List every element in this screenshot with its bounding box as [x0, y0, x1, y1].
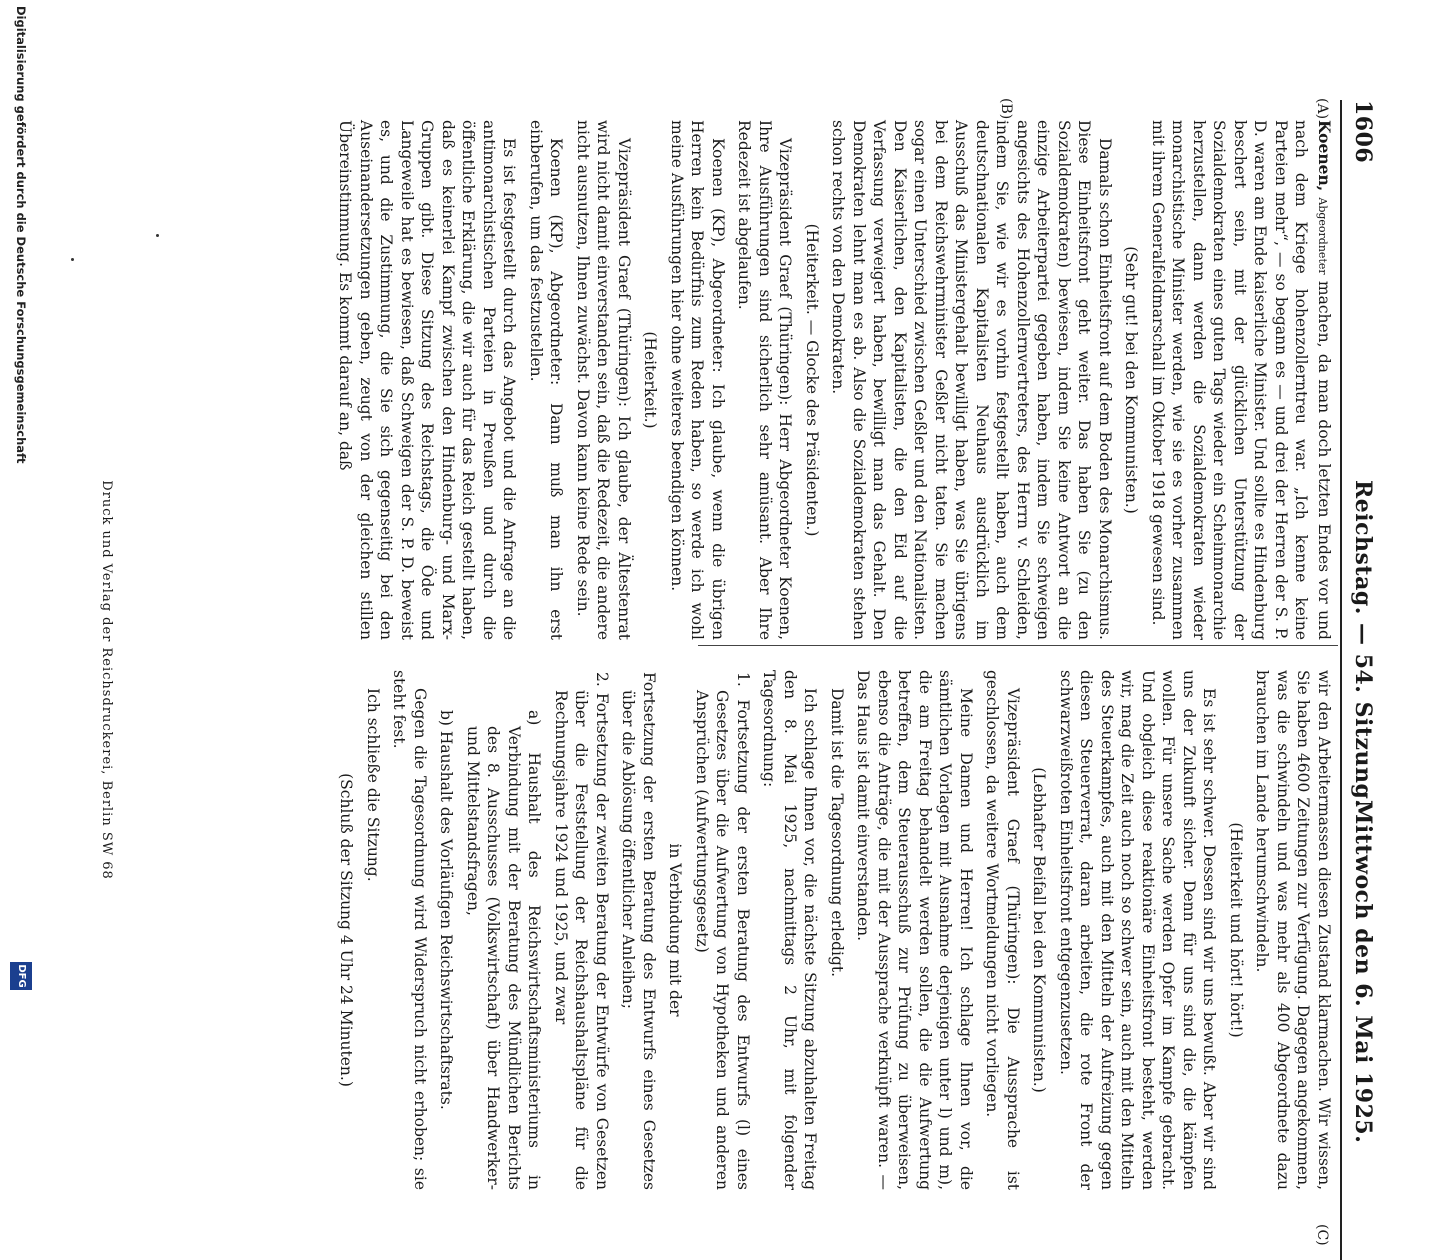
printer-imprint: Druck und Verlag der Reichsdruckerei, Berlin SW 68 [99, 480, 114, 880]
paragraph: Es ist sehr schwer. Dessen sind wir uns bewußt. Aber wir sind uns der Zukunft sicher. Denn für uns sind die, die kämpfen wollen. Für unsere Sache werden Opfer im Kampfe gebracht. Und obgleich diese reaktionäre Einheitsfront besteht, werden wir, mag die Zeit auch noch so schwer sein, auch mit den Mitteln des Steuerkampfes, auch mit den Mitteln der Aufreizung gegen diesen Steuerverrat, daran arbeiten, die rote Front der schwarzweißroten Einheitsfront entgegenzusetzen. [1057, 670, 1219, 1190]
closing-note: (Schluß der Sitzung 4 Uhr 24 Minuten.) [337, 773, 356, 1087]
margin-mark-c: (C) [1314, 1224, 1330, 1246]
paragraph: Meine Damen und Herren! Ich schlage Ihnen vor, die sämtlichen Vorlagen mit Ausnahme derjenigen unter l) und m), die am Freitag behandelt werden sollen, die die Aufwertung betreffen, dem Steuerausschuß zur Prüfung zu überweisen, ebenso die Anträge, die mit der Aussprache verknüpft waren. — Das Haus ist damit einverstanden. [854, 670, 975, 1190]
left-column [329, 120, 1334, 640]
paragraph [1148, 120, 1335, 640]
session-date: Mittwoch den 6. Mai 1925. [1350, 800, 1376, 1144]
interjection: (Heiterkeit und hört! hört!) [1227, 822, 1245, 1038]
agenda-item: Fortsetzung der ersten Beratung des Entwurfs eines Gesetzes über die Ablösung öffentlicher Anleihen; [619, 672, 658, 1190]
dfg-logo: DFG [10, 962, 32, 990]
margin-mark-a: (A) [1314, 98, 1330, 120]
agenda-subitem: a) Haushalt des Reichswirtschaftsministeriums in Verbindung mit der Beratung des Mündlichen Berichts des 8. Ausschusses (Volkswirtschaft) über Handwerker- und Mittelstandsfragen, [464, 710, 544, 1190]
scan-speck [71, 258, 74, 261]
paragraph: Damals schon Einheitsfront auf dem Boden des Monarchismus. Diese Einheitsfront geht weiter. Das haben Sie (zu den Sozialdemokraten) bewiesen, indem Sie keine Antwort an die einzige Arbeiterpartei gegeben haben, indem Sie schweigen angesichts des Hohenzollernvertreters, des Herrn v. Schleiden, indem Sie, wie wir es vorhin festgestellt haben, auch dem deutschnationalen Kapitalisten Neuhaus ausdrücklich im Ausschuß das Ministergehalt bewilligt haben, was Sie übrigens bei dem Reichswehrminister Geßler nicht taten. Sie machen sogar einen Unterschied zwischen Geßler und den Nationalisten. Den Kaiserlichen, den Kapitalisten, die den Eid auf die Verfassung verweigert haben, bewilligt man das Gehalt. Den Demokraten lehnt man es ab. Also die Sozialdemokraten stehen schon rechts von den Demokraten. [829, 120, 1114, 640]
page-number: 1606 [1350, 100, 1376, 164]
interjection: (Heiterkeit. — Glocke des Präsidenten.) [803, 223, 821, 537]
paragraph: Ich schließe die Sitzung. [364, 688, 382, 882]
credit-text: Digitalisierung gefördert durch die Deutsche Forschungsgemeinschaft [14, 6, 28, 464]
paragraph: Koenen (KP), Abgeordneter: Dann muß man ihn erst einberufen, um das festzustellen. [527, 120, 566, 640]
interjection: (Sehr gut! bei den Kommunisten.) [1122, 246, 1141, 514]
paragraph: Vizepräsident Graef (Thüringen): Herr Abgeordneter Koenen, Ihre Ausführungen sind sicherlich sehr amüsant. Aber Ihre Redezeit ist abgelaufen. [735, 120, 795, 640]
paragraph: Es ist festgestellt durch das Angebot und die Anfrage an die antimonarchistischen Parteien in Preußen und durch die öffentliche Erklärung, die wir auch für das Reich gestellt haben, daß es keinerlei Kampf zwischen den Hindenburg- und Marx-Gruppen gibt. Diese Sitzung des Reichstags, die Öde und Langeweile hat es bewiesen, daß Schweigen der S. P. D. beweist es, und die Zustimmung, die Sie sich gegenseitig bei den Auseinandersetzungen geben, zeugt von der gleichen stillen Übereinstimmung. Es kommt darauf an, daß [336, 120, 519, 640]
session-title: Reichstag. — 54. Sitzung. [1350, 480, 1376, 808]
agenda-connector: in Verbindung mit der [666, 843, 685, 1017]
margin-mark-b: (B) [998, 98, 1014, 120]
paragraph: wir den Arbeitermassen diesen Zustand klarmachen. Wir wissen, Sie haben 4600 Zeitungen zur Verfügung. Dagegen angekommen, was die schwindeln und was mehr als 400 Abgeordnete dazu brauchen im Lande herumschwindeln. [1253, 670, 1333, 1190]
interjection: (Lebhafter Beifall bei den Kommunisten.) [1030, 767, 1049, 1093]
paragraph: Gegen die Tagesordnung wird Widerspruch nicht erhoben; sie steht fest. [390, 670, 429, 1190]
agenda-subitem: b) Haushalt des Vorläufigen Reichswirtschaftsrats. [437, 710, 456, 1110]
column-divider [698, 645, 1338, 646]
paragraph: Koenen (KP), Abgeordneter: Ich glaube, wenn die übrigen Herren kein Bedürfnis zum Reden haben, so werde ich wohl meine Ausführungen hier ohne weiteres beendigen können. [668, 120, 727, 640]
header-rule [1340, 100, 1342, 1260]
speaker-role: Abgeordneter [1316, 197, 1329, 275]
agenda-item: 2. Fortsetzung der zweiten Beratung der Entwürfe von Gesetzen über die Feststellung der Reichshaushaltspläne für die Rechnungsjahre 1924 und 1925, und zwar [552, 672, 611, 1190]
paragraph-text: machen, da man doch letzten Endes vor und nach dem Kriege hohenzollerntreu war. „Ich kenne keine Parteien mehr“, — so begann es — und drei der Herren der S. P. D. waren am Ende kaiserliche Minister. Und sollte es Hindenburg beschert sein, mit der glücklichen Unterstützung der Sozialdemokraten eines guten Tags wieder ein Scheinmonarchie herzustellen, dann werden die Sozialdemokraten wieder monarchistische Minister werden, wie sie es vorher zusammen mit ihrem Generalfeldmarschall im Oktober 1918 gewesen sind. [1149, 120, 1333, 640]
paragraph: Damit ist die Tagesordnung erledigt. [828, 688, 846, 978]
interjection: (Heiterkeit.) [641, 331, 660, 429]
paragraph: Vizepräsident Graef (Thüringen): Ich glaube, der Ältestenrat wird nicht damit einverstanden sein, daß die Redezeit, die andere nicht ausnutzen, Ihnen zuwächst. Davon kann keine Rede sein. [574, 120, 633, 640]
page-header [1342, 100, 1376, 1260]
scan-speck [156, 234, 159, 237]
agenda-item: 1. Fortsetzung der ersten Beratung des Entwurfs (l) eines Gesetzes über die Aufwertung von Hypotheken und anderen Ansprüchen (Aufwertungsgesetz) [693, 672, 752, 1190]
right-column [330, 670, 1334, 1190]
speaker-name: Koenen, [1315, 120, 1334, 192]
digitization-credit [6, 0, 36, 1000]
paragraph: Ich schlage Ihnen vor, die nächste Sitzung abzuhalten Freitag den 8. Mai 1925, nachmittags 2 Uhr, mit folgender Tagesordnung: [760, 670, 820, 1190]
paragraph: Vizepräsident Graef (Thüringen): Die Aussprache ist geschlossen, da weitere Wortmeldungen nicht vorliegen. [983, 670, 1022, 1190]
